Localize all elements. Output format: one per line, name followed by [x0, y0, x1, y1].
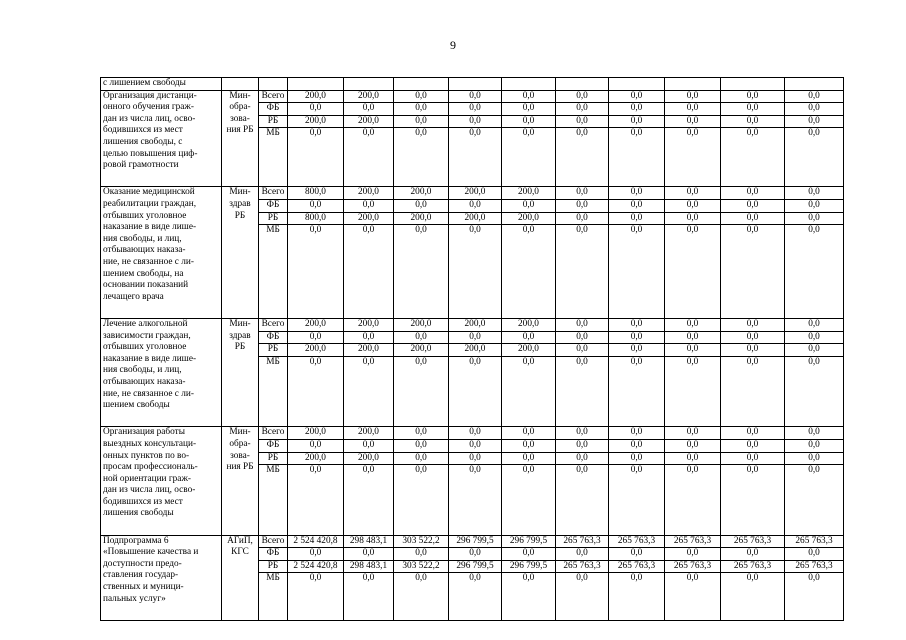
amount-cell: 0,0	[556, 187, 609, 200]
amount-cell: 0,0	[502, 356, 556, 427]
measure-name-line: лечащего врача	[103, 291, 164, 302]
amount-cell: 0,0	[502, 225, 556, 319]
measure-name-line: Организация работы	[103, 427, 185, 438]
amount-cell: 0,0	[556, 573, 609, 620]
amount-cell: 0,0	[609, 356, 665, 427]
funding-source: Всего	[259, 427, 288, 440]
amount-cell: 200,0	[344, 318, 394, 331]
amount-cell: 0,0	[721, 439, 785, 452]
amount-cell: 0,0	[449, 439, 502, 452]
amount-cell: 0,0	[502, 427, 556, 440]
amount-cell: 296 799,5	[502, 535, 556, 548]
amount-cell: 0,0	[665, 573, 721, 620]
amount-cell: 0,0	[609, 331, 665, 344]
amount-cell: 0,0	[609, 344, 665, 357]
measure-name-line: шением свободы, на	[103, 268, 184, 279]
amount-cell: 0,0	[288, 103, 344, 116]
executor-line: КГС	[231, 547, 249, 558]
amount-cell: 0,0	[609, 199, 665, 212]
amount-cell: 265 763,3	[665, 560, 721, 573]
amount-cell: 0,0	[502, 90, 556, 103]
amount-cell: 0,0	[449, 465, 502, 536]
executor-line: РБ	[234, 210, 246, 221]
amount-cell: 0,0	[785, 344, 844, 357]
amount-cell: 0,0	[785, 573, 844, 620]
amount-cell: 0,0	[556, 465, 609, 536]
amount-cell: 0,0	[665, 225, 721, 319]
amount-cell: 0,0	[556, 548, 609, 561]
amount-cell: 0,0	[556, 331, 609, 344]
amount-cell: 0,0	[665, 356, 721, 427]
amount-cell: 0,0	[721, 212, 785, 225]
amount-cell: 0,0	[449, 128, 502, 187]
amount-cell: 0,0	[288, 439, 344, 452]
amount-cell: 0,0	[721, 331, 785, 344]
executor-line: зова-	[230, 450, 250, 461]
measure-name-line: лишения свободы, с	[103, 136, 183, 147]
amount-cell: 200,0	[344, 344, 394, 357]
measure-name-line: наказание в виде лише-	[103, 222, 197, 233]
amount-cell: 800,0	[288, 187, 344, 200]
amount-cell: 0,0	[394, 331, 449, 344]
amount-cell: 0,0	[721, 115, 785, 128]
amount-cell: 200,0	[449, 344, 502, 357]
amount-cell: 0,0	[556, 103, 609, 116]
amount-cell: 0,0	[556, 199, 609, 212]
amount-cell: 0,0	[288, 128, 344, 187]
amount-cell: 200,0	[288, 344, 344, 357]
amount-cell: 0,0	[665, 344, 721, 357]
amount-cell: 296 799,5	[449, 560, 502, 573]
amount-cell: 0,0	[556, 225, 609, 319]
amount-cell: 0,0	[556, 439, 609, 452]
amount-cell: 0,0	[394, 199, 449, 212]
measure-name-line: целью повышения циф-	[103, 148, 198, 159]
funding-source: МБ	[259, 225, 288, 319]
measure-name-line: бодившихся из мест	[103, 125, 183, 136]
amount-cell: 0,0	[288, 225, 344, 319]
budget-table	[100, 77, 844, 621]
amount-cell: 265 763,3	[785, 560, 844, 573]
executor	[222, 187, 259, 319]
measure-name	[101, 535, 222, 620]
amount-cell: 265 763,3	[609, 535, 665, 548]
amount-cell: 0,0	[449, 573, 502, 620]
amount-cell: 0,0	[394, 90, 449, 103]
measure-name-line: отбывающих наказа-	[103, 376, 186, 387]
funding-source: ФБ	[259, 331, 288, 344]
measure-name	[101, 427, 222, 535]
table-row	[101, 318, 844, 331]
amount-cell: 0,0	[288, 331, 344, 344]
measure-name-line: ния свободы, и лиц,	[103, 233, 182, 244]
amount-cell: 0,0	[394, 225, 449, 319]
amount-cell: 0,0	[785, 439, 844, 452]
amount-cell: 200,0	[394, 212, 449, 225]
amount-cell: 0,0	[344, 331, 394, 344]
amount-cell: 0,0	[665, 548, 721, 561]
amount-cell: 0,0	[609, 548, 665, 561]
amount-cell: 0,0	[344, 199, 394, 212]
amount-cell: 0,0	[785, 548, 844, 561]
amount-cell: 0,0	[665, 115, 721, 128]
executor-line: ния РБ	[226, 125, 254, 136]
amount-cell: 200,0	[394, 187, 449, 200]
amount-cell: 0,0	[502, 439, 556, 452]
amount-cell: 0,0	[502, 103, 556, 116]
executor-line: здрав	[229, 198, 251, 209]
executor-line: ния РБ	[226, 462, 254, 473]
table-row	[101, 90, 844, 103]
amount-cell: 0,0	[785, 318, 844, 331]
measure-name-line: просам профессиональ-	[103, 462, 198, 473]
amount-cell: 0,0	[785, 427, 844, 440]
amount-cell: 200,0	[502, 344, 556, 357]
amount-cell: 0,0	[609, 212, 665, 225]
amount-cell: 0,0	[394, 465, 449, 536]
measure-name-line: выездных консультаци-	[103, 438, 197, 449]
amount-cell: 0,0	[721, 573, 785, 620]
measure-name-line: пальных услуг»	[103, 593, 166, 604]
amount-cell: 0,0	[665, 465, 721, 536]
amount-cell: 0,0	[394, 548, 449, 561]
amount-cell: 200,0	[344, 187, 394, 200]
funding-source: ФБ	[259, 103, 288, 116]
amount-cell: 0,0	[502, 573, 556, 620]
executor-line: здрав	[229, 330, 251, 341]
amount-cell: 298 483,1	[344, 560, 394, 573]
funding-source: Всего	[259, 90, 288, 103]
measure-name	[101, 90, 222, 187]
amount-cell: 200,0	[394, 344, 449, 357]
amount-cell: 0,0	[785, 225, 844, 319]
amount-cell: 200,0	[344, 212, 394, 225]
amount-cell: 0,0	[721, 128, 785, 187]
measure-name-line: отбывших уголовное	[103, 342, 187, 353]
amount-cell: 0,0	[721, 318, 785, 331]
table-row	[101, 187, 844, 200]
amount-cell: 0,0	[665, 90, 721, 103]
amount-cell: 0,0	[785, 452, 844, 465]
amount-cell: 0,0	[449, 331, 502, 344]
amount-cell: 0,0	[665, 103, 721, 116]
measure-name-line: Подпрограмма 6	[103, 535, 169, 546]
executor-line: Мин-	[229, 427, 251, 438]
funding-source: РБ	[259, 560, 288, 573]
amount-cell: 0,0	[502, 465, 556, 536]
measure-name-line: зависимости граждан,	[103, 330, 191, 341]
amount-cell: 0,0	[556, 212, 609, 225]
amount-cell: 0,0	[721, 356, 785, 427]
amount-cell: 0,0	[609, 128, 665, 187]
measure-name-line: ровой грамотности	[103, 160, 179, 171]
amount-cell: 0,0	[394, 128, 449, 187]
funding-source: Всего	[259, 535, 288, 548]
amount-cell: 0,0	[665, 199, 721, 212]
amount-cell: 0,0	[394, 356, 449, 427]
funding-source: МБ	[259, 356, 288, 427]
amount-cell: 0,0	[609, 465, 665, 536]
amount-cell: 800,0	[288, 212, 344, 225]
table-row	[101, 427, 844, 440]
table-row	[101, 535, 844, 548]
amount-cell: 0,0	[556, 427, 609, 440]
amount-cell: 0,0	[502, 331, 556, 344]
funding-source: МБ	[259, 128, 288, 187]
measure-name-line: лишения свободы	[103, 508, 174, 519]
funding-source: Всего	[259, 187, 288, 200]
measure-name	[101, 187, 222, 319]
amount-cell: 0,0	[449, 548, 502, 561]
amount-cell: 0,0	[609, 439, 665, 452]
funding-source: РБ	[259, 212, 288, 225]
amount-cell: 200,0	[288, 427, 344, 440]
amount-cell: 0,0	[556, 90, 609, 103]
amount-cell: 265 763,3	[609, 560, 665, 573]
funding-source: РБ	[259, 344, 288, 357]
amount-cell: 2 524 420,8	[288, 535, 344, 548]
amount-cell: 200,0	[449, 212, 502, 225]
measure-name-line: Организация дистанци-	[103, 90, 197, 101]
executor	[222, 535, 259, 620]
amount-cell: 0,0	[449, 225, 502, 319]
continuation-row	[101, 78, 844, 91]
amount-cell: 0,0	[721, 103, 785, 116]
amount-cell: 200,0	[288, 90, 344, 103]
executor-line: АГиП,	[227, 535, 253, 546]
measure-name-line: ние, не связанное с ли-	[103, 388, 194, 399]
amount-cell: 0,0	[665, 212, 721, 225]
amount-cell: 0,0	[721, 199, 785, 212]
amount-cell: 265 763,3	[721, 560, 785, 573]
executor	[222, 427, 259, 535]
amount-cell: 2 524 420,8	[288, 560, 344, 573]
amount-cell: 0,0	[609, 103, 665, 116]
amount-cell: 0,0	[449, 103, 502, 116]
amount-cell: 0,0	[665, 427, 721, 440]
amount-cell: 0,0	[785, 331, 844, 344]
amount-cell: 200,0	[344, 452, 394, 465]
executor-line: Мин-	[229, 90, 251, 101]
amount-cell: 0,0	[556, 356, 609, 427]
amount-cell: 265 763,3	[556, 535, 609, 548]
amount-cell: 0,0	[394, 427, 449, 440]
amount-cell: 0,0	[344, 128, 394, 187]
amount-cell: 200,0	[394, 318, 449, 331]
measure-name-line: наказание в виде лише-	[103, 353, 197, 364]
amount-cell: 0,0	[288, 356, 344, 427]
amount-cell: 298 483,1	[344, 535, 394, 548]
amount-cell: 0,0	[394, 439, 449, 452]
measure-name-line: ния свободы, и лиц,	[103, 365, 182, 376]
amount-cell: 0,0	[502, 548, 556, 561]
amount-cell: 0,0	[344, 103, 394, 116]
measure-name-line: ственных и муници-	[103, 582, 184, 593]
amount-cell: 0,0	[721, 548, 785, 561]
executor-line: обра-	[229, 102, 251, 113]
amount-cell: 0,0	[721, 465, 785, 536]
amount-cell: 200,0	[502, 212, 556, 225]
amount-cell: 0,0	[665, 439, 721, 452]
amount-cell: 0,0	[502, 115, 556, 128]
amount-cell: 0,0	[609, 452, 665, 465]
amount-cell: 200,0	[344, 115, 394, 128]
executor-line: Мин-	[229, 318, 251, 329]
measure-name-line: Лечение алкогольной	[103, 318, 188, 329]
amount-cell: 0,0	[394, 103, 449, 116]
amount-cell: 200,0	[288, 115, 344, 128]
amount-cell: 0,0	[665, 331, 721, 344]
measure-name-line: отбывающих наказа-	[103, 245, 186, 256]
amount-cell: 0,0	[721, 427, 785, 440]
executor-line: РБ	[234, 342, 246, 353]
amount-cell: 0,0	[721, 90, 785, 103]
funding-source: ФБ	[259, 548, 288, 561]
amount-cell: 0,0	[785, 465, 844, 536]
amount-cell: 0,0	[665, 318, 721, 331]
amount-cell: 0,0	[665, 452, 721, 465]
amount-cell: 303 522,2	[394, 535, 449, 548]
amount-cell: 265 763,3	[665, 535, 721, 548]
amount-cell: 0,0	[449, 356, 502, 427]
amount-cell: 0,0	[785, 187, 844, 200]
measure-name-line: ставления государ-	[103, 570, 179, 581]
measure-name-line: шением свободы	[103, 400, 170, 411]
amount-cell: 0,0	[344, 573, 394, 620]
amount-cell: 0,0	[288, 548, 344, 561]
measure-name-line: бодившихся из мест	[103, 496, 183, 507]
measure-name-line: ние, не связанное с ли-	[103, 256, 194, 267]
funding-source: РБ	[259, 115, 288, 128]
amount-cell: 0,0	[344, 439, 394, 452]
amount-cell: 0,0	[502, 452, 556, 465]
executor-line: зова-	[230, 113, 250, 124]
amount-cell: 0,0	[449, 452, 502, 465]
measure-name-line: ной ориентации граж-	[103, 473, 191, 484]
amount-cell: 0,0	[785, 90, 844, 103]
amount-cell: 0,0	[785, 199, 844, 212]
amount-cell: 0,0	[721, 452, 785, 465]
measure-name-line: «Повышение качества и	[103, 547, 199, 558]
amount-cell: 265 763,3	[721, 535, 785, 548]
amount-cell: 0,0	[344, 548, 394, 561]
amount-cell: 0,0	[556, 344, 609, 357]
executor-line: Мин-	[229, 187, 251, 198]
amount-cell: 0,0	[785, 212, 844, 225]
amount-cell: 0,0	[288, 465, 344, 536]
amount-cell: 200,0	[502, 318, 556, 331]
amount-cell: 0,0	[609, 187, 665, 200]
amount-cell: 296 799,5	[449, 535, 502, 548]
amount-cell: 0,0	[609, 225, 665, 319]
amount-cell: 0,0	[344, 465, 394, 536]
amount-cell: 0,0	[502, 128, 556, 187]
amount-cell: 296 799,5	[502, 560, 556, 573]
measure-name-line: Оказание медицинской	[103, 187, 195, 198]
amount-cell: 303 522,2	[394, 560, 449, 573]
continuation-text: с лишением свободы	[101, 78, 222, 91]
measure-name-line: реабилитации граждан,	[103, 198, 197, 209]
amount-cell: 0,0	[665, 187, 721, 200]
measure-name-line: основании показаний	[103, 280, 189, 291]
amount-cell: 0,0	[609, 115, 665, 128]
amount-cell: 0,0	[721, 344, 785, 357]
executor	[222, 318, 259, 426]
amount-cell: 0,0	[556, 128, 609, 187]
amount-cell: 0,0	[502, 199, 556, 212]
measure-name-line: онного обучения граж-	[103, 102, 194, 113]
amount-cell: 0,0	[609, 573, 665, 620]
amount-cell: 0,0	[785, 115, 844, 128]
amount-cell: 265 763,3	[556, 560, 609, 573]
amount-cell: 200,0	[288, 318, 344, 331]
funding-source: РБ	[259, 452, 288, 465]
funding-source: МБ	[259, 465, 288, 536]
executor-line: обра-	[229, 438, 251, 449]
measure-name-line: дан из числа лиц, осво-	[103, 113, 196, 124]
amount-cell: 0,0	[344, 356, 394, 427]
amount-cell: 200,0	[449, 187, 502, 200]
funding-source: Всего	[259, 318, 288, 331]
amount-cell: 0,0	[449, 90, 502, 103]
funding-source: ФБ	[259, 439, 288, 452]
amount-cell: 0,0	[449, 427, 502, 440]
page-number: 9	[450, 38, 456, 52]
amount-cell: 0,0	[609, 318, 665, 331]
measure-name	[101, 318, 222, 426]
measure-name-line: онных пунктов по во-	[103, 450, 190, 461]
measure-name-line: доступности предо-	[103, 558, 182, 569]
amount-cell: 0,0	[785, 103, 844, 116]
funding-source: ФБ	[259, 199, 288, 212]
amount-cell: 0,0	[609, 427, 665, 440]
amount-cell: 0,0	[394, 452, 449, 465]
amount-cell: 0,0	[288, 573, 344, 620]
amount-cell: 200,0	[449, 318, 502, 331]
funding-source: МБ	[259, 573, 288, 620]
amount-cell: 0,0	[449, 199, 502, 212]
amount-cell: 0,0	[785, 356, 844, 427]
amount-cell: 0,0	[785, 128, 844, 187]
measure-name-line: дан из числа лиц, осво-	[103, 485, 196, 496]
amount-cell: 0,0	[721, 225, 785, 319]
amount-cell: 0,0	[449, 115, 502, 128]
measure-name-line: отбывших уголовное	[103, 210, 187, 221]
amount-cell: 0,0	[288, 199, 344, 212]
amount-cell: 0,0	[665, 128, 721, 187]
executor	[222, 90, 259, 187]
amount-cell: 265 763,3	[785, 535, 844, 548]
amount-cell: 200,0	[502, 187, 556, 200]
amount-cell: 200,0	[288, 452, 344, 465]
amount-cell: 200,0	[344, 90, 394, 103]
amount-cell: 0,0	[394, 573, 449, 620]
amount-cell: 0,0	[721, 187, 785, 200]
amount-cell: 0,0	[609, 90, 665, 103]
amount-cell: 200,0	[344, 427, 394, 440]
amount-cell: 0,0	[394, 115, 449, 128]
amount-cell: 0,0	[556, 452, 609, 465]
amount-cell: 0,0	[344, 225, 394, 319]
amount-cell: 0,0	[556, 318, 609, 331]
amount-cell: 0,0	[556, 115, 609, 128]
